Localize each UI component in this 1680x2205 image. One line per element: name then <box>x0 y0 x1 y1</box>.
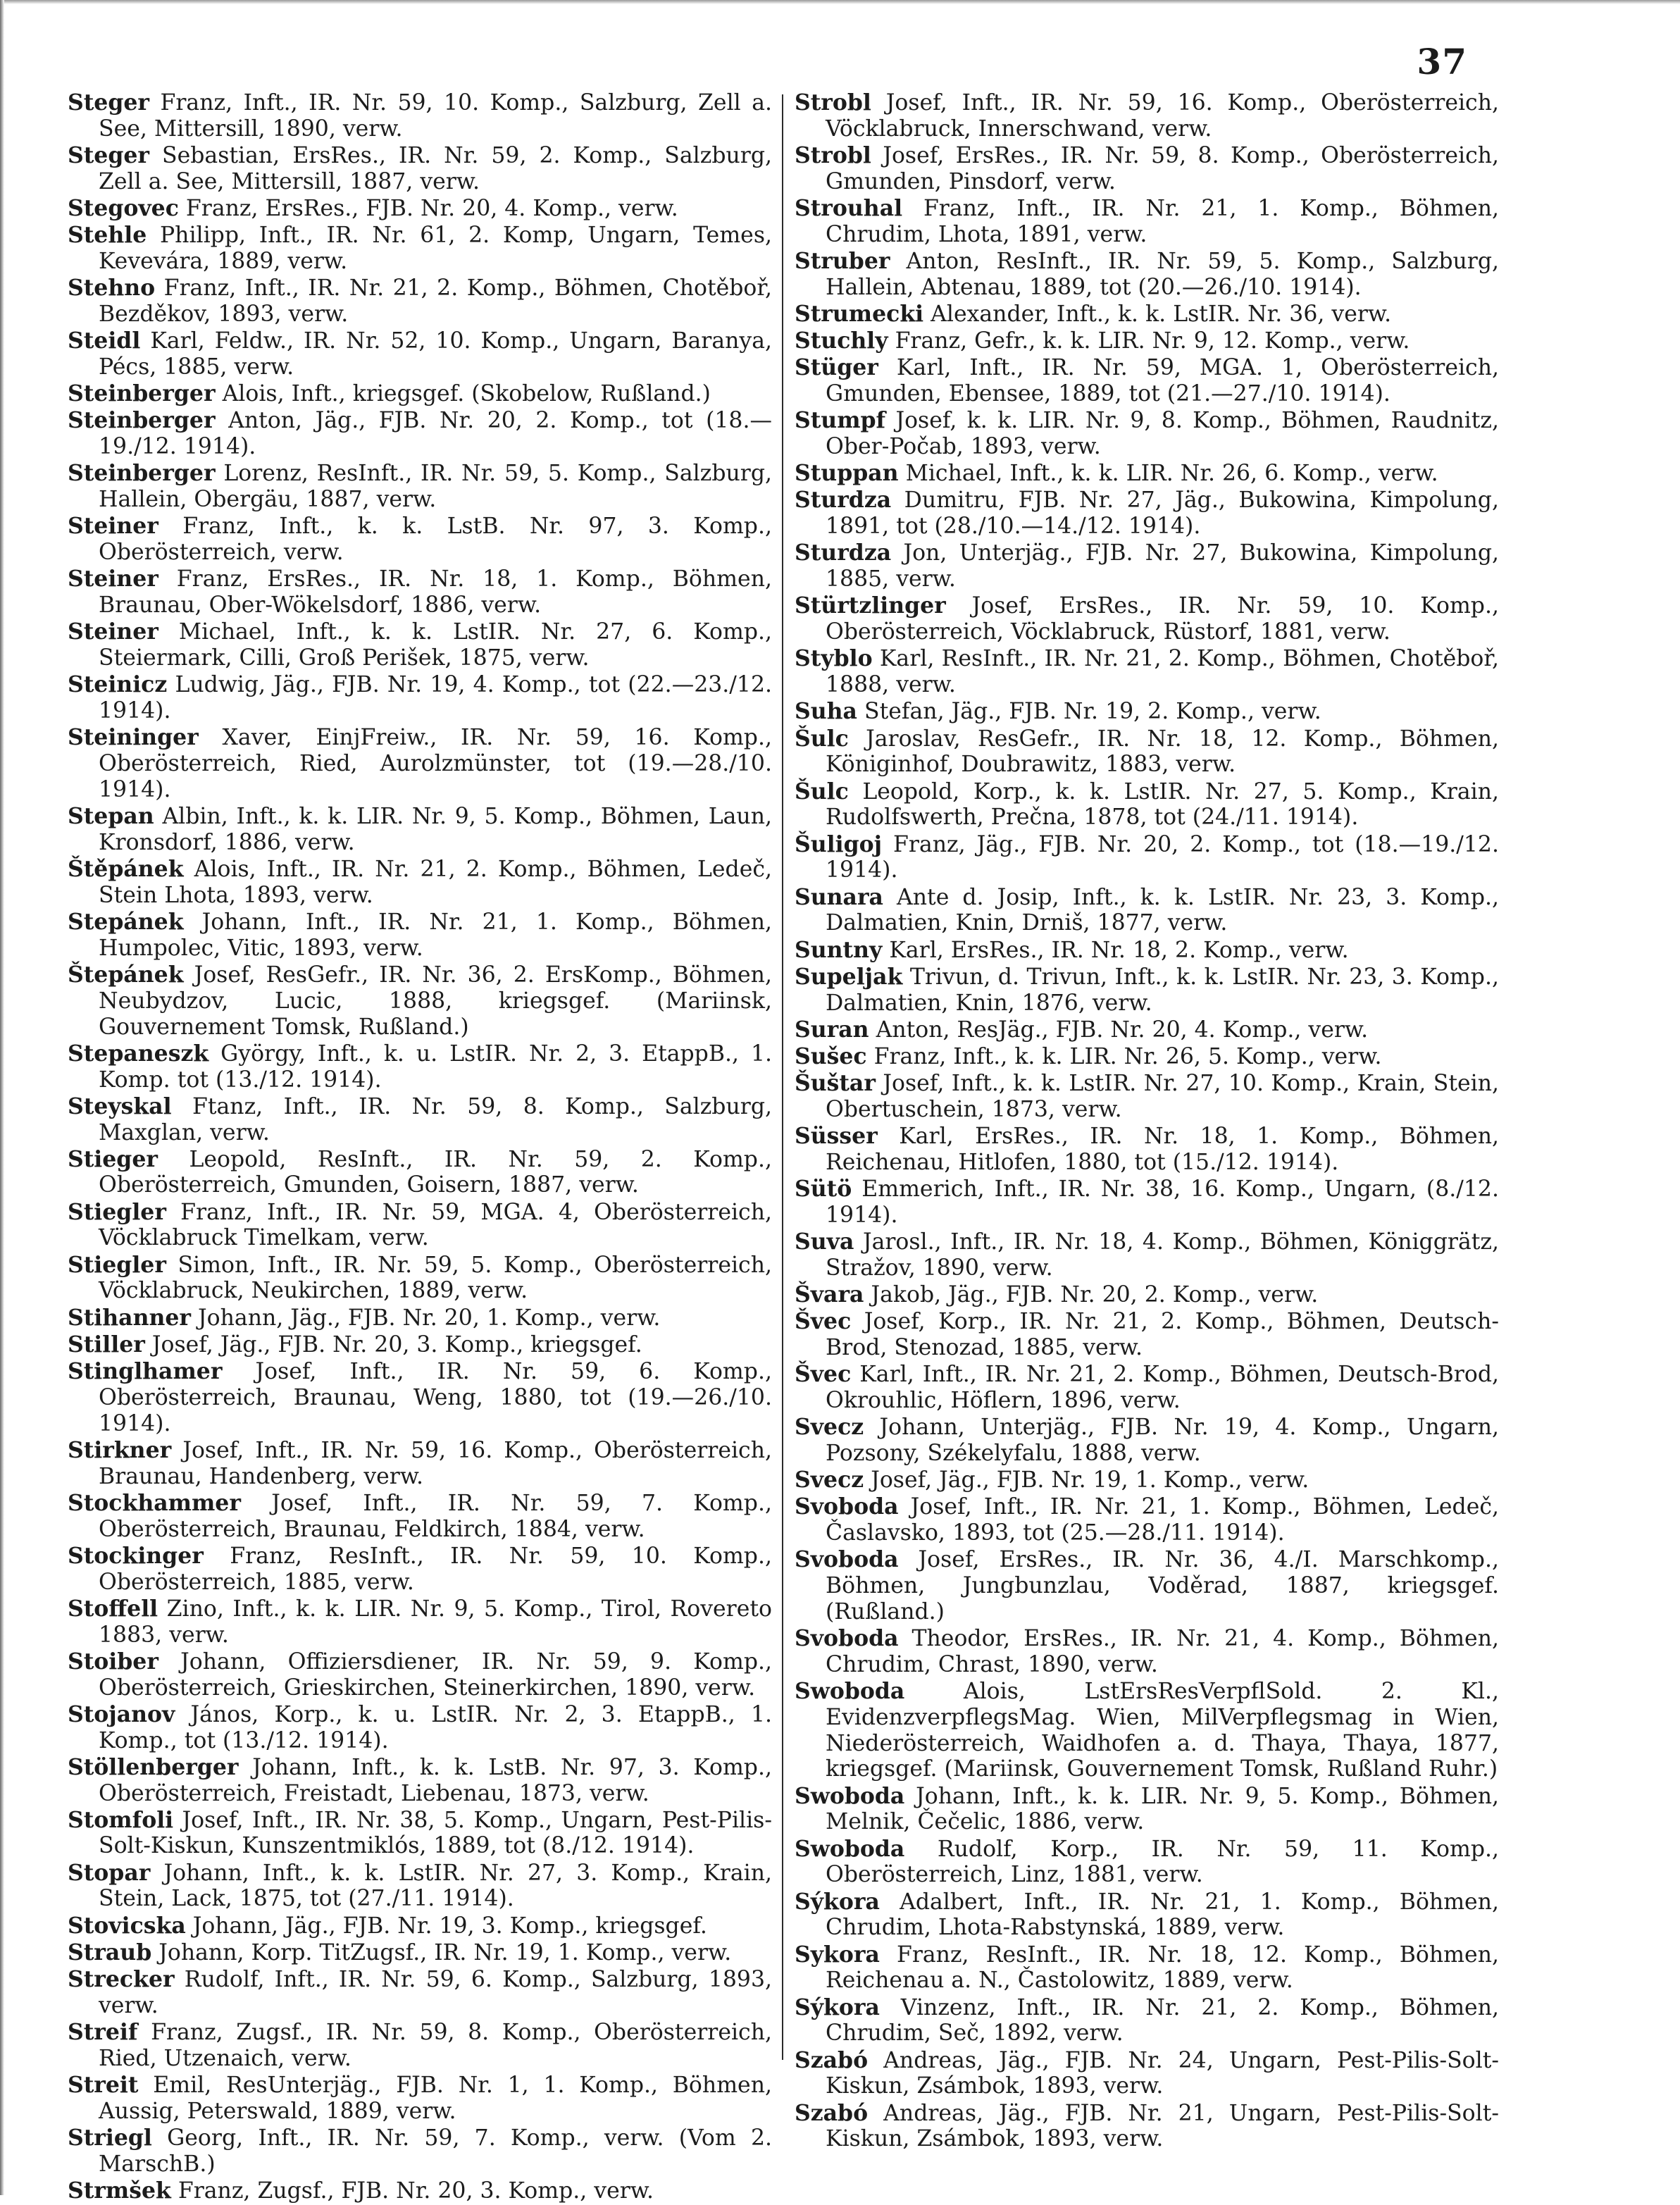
casualty-entry <box>68 1094 772 1146</box>
casualty-entry <box>68 2020 772 2072</box>
casualty-entry <box>68 1861 772 1913</box>
entry-details: Stefan, Jäg., FJB. Nr. 19, 2. Komp., verw. <box>864 699 1321 725</box>
entry-surname: Stehno <box>68 275 156 302</box>
entry-surname: Svecz <box>795 1414 864 1441</box>
entry-details: Jaroslav, ResGefr., IR. Nr. 18, 12. Komp., Böhmen, Königinhof, Doubrawitz, 1883, verw. <box>826 726 1499 778</box>
entry-surname: Stojanov <box>68 1701 175 1727</box>
entry-details: Johann, Korp. TitZugsf., IR. Nr. 19, 1. Komp., verw. <box>158 1939 732 1965</box>
casualty-entry <box>68 1041 772 1093</box>
entry-details: Johann, Inft., k. k. LstB. Nr. 97, 3. Komp., Oberösterreich, Freistadt, Liebenau, 1873, verw. <box>99 1754 772 1806</box>
casualty-entry <box>68 1808 772 1860</box>
entry-surname: Stumpf <box>795 407 886 434</box>
entry-details: Karl, ErsRes., IR. Nr. 18, 1. Komp., Böhmen, Reichenau, Hitlofen, 1880, tot (15./12. 1914). <box>826 1124 1499 1175</box>
entry-surname: Stegovec <box>68 194 179 221</box>
entry-surname: Šulc <box>795 725 849 752</box>
entry-details: Josef, Inft., k. k. LstIR. Nr. 27, 10. Komp., Krain, Stein, Obertuschein, 1873, verw. <box>826 1071 1500 1122</box>
entry-surname: Sykora <box>795 1941 880 1968</box>
entry-surname: Šuštar <box>795 1070 876 1097</box>
entry-details: Xaver, EinjFreiw., IR. Nr. 59, 16. Komp., Oberösterreich, Ried, Aurolzmünster, tot (19.—28./10. 1914). <box>99 725 772 802</box>
casualty-entry <box>795 964 1499 1017</box>
entry-surname: Sturdza <box>795 487 892 514</box>
entry-surname: Steger <box>68 89 150 116</box>
entry-details: Johann, Jäg., FJB. Nr. 20, 1. Komp., verw. <box>198 1305 661 1331</box>
entry-surname: Štěpánek <box>68 855 184 882</box>
entry-surname: Švec <box>795 1308 852 1335</box>
casualty-entry <box>795 1415 1499 1467</box>
casualty-entry <box>795 699 1499 725</box>
entry-details: Andreas, Jäg., FJB. Nr. 24, Ungarn, Pest-Pilis-Solt-Kiskun, Zsámbok, 1893, verw. <box>826 2047 1500 2099</box>
entry-details: Georg, Inft., IR. Nr. 59, 7. Komp., verw. (Vom 2. MarschB.) <box>99 2125 773 2177</box>
casualty-entry <box>795 1124 1499 1176</box>
entry-details: Karl, ResInft., IR. Nr. 21, 2. Komp., Böhmen, Chotěboř, 1888, verw. <box>826 646 1499 698</box>
entry-surname: Stirkner <box>68 1436 172 1463</box>
entry-details: Jon, Unterjäg., FJB. Nr. 27, Bukowina, Kimpolung, 1885, verw. <box>826 540 1500 592</box>
entry-details: Franz, Gefr., k. k. LIR. Nr. 9, 12. Komp., verw. <box>895 328 1410 354</box>
entry-surname: Steidl <box>68 328 141 354</box>
entry-surname: Stepánek <box>68 908 184 935</box>
entry-details: Franz, Inft., IR. Nr. 21, 2. Komp., Böhmen, Chotěboř, Bezděkov, 1893, verw. <box>99 275 772 327</box>
entry-surname: Sýkora <box>795 1994 880 2020</box>
casualty-entry <box>795 90 1499 142</box>
casualty-entry <box>68 909 772 962</box>
casualty-entry <box>795 1995 1499 2047</box>
entry-surname: Stihanner <box>68 1304 192 1331</box>
entry-details: Josef, Inft., IR. Nr. 59, 16. Komp., Oberösterreich, Vöcklabruck, Innerschwand, verw. <box>826 90 1499 142</box>
entry-surname: Stieger <box>68 1145 158 1172</box>
entry-surname: Steyskal <box>68 1093 172 1119</box>
entry-surname: Szabó <box>795 2099 869 2126</box>
entry-surname: Steininger <box>68 724 199 751</box>
entry-details: Anton, ResInft., IR. Nr. 59, 5. Komp., Salzburg, Hallein, Abtenau, 1889, tot (20.—26./10. 1914). <box>826 248 1500 300</box>
entry-surname: Szabó <box>795 2046 869 2073</box>
entry-surname: Steinberger <box>68 380 216 407</box>
entry-surname: Stomfoli <box>68 1806 174 1833</box>
entry-details: Josef, ErsRes., IR. Nr. 59, 8. Komp., Oberösterreich, Gmunden, Pinsdorf, verw. <box>826 142 1500 194</box>
entry-details: Michael, Inft., k. k. LIR. Nr. 26, 6. Komp., verw. <box>905 461 1438 487</box>
entry-surname: Svoboda <box>795 1546 899 1573</box>
entry-surname: Stepan <box>68 802 154 829</box>
entry-details: Zino, Inft., k. k. LIR. Nr. 9, 5. Komp., Tirol, Rovereto 1883, verw. <box>99 1596 772 1648</box>
entry-surname: Svoboda <box>795 1625 899 1652</box>
entry-details: Karl, Feldw., IR. Nr. 52, 10. Komp., Ungarn, Baranya, Pécs, 1885, verw. <box>99 328 772 380</box>
entry-details: Emmerich, Inft., IR. Nr. 38, 16. Komp., Ungarn, (8./12. 1914). <box>826 1176 1499 1228</box>
entry-details: Emil, ResUnterjäg., FJB. Nr. 1, 1. Komp., Böhmen, Aussig, Peterswald, 1889, verw. <box>99 2073 772 2124</box>
entry-details: Johann, Unterjäg., FJB. Nr. 19, 4. Komp., Ungarn, Pozsony, Székelyfalu, 1888, verw. <box>826 1415 1499 1466</box>
casualty-entry <box>68 857 772 909</box>
entry-surname: Swoboda <box>795 1835 905 1862</box>
casualty-entry <box>795 1467 1499 1493</box>
casualty-entry <box>795 1494 1499 1546</box>
entry-surname: Strmšek <box>68 2177 171 2204</box>
entry-details: Franz, Inft., k. k. LIR. Nr. 26, 5. Komp., verw. <box>873 1043 1382 1069</box>
entry-surname: Steger <box>68 142 150 168</box>
casualty-entry <box>68 1332 772 1358</box>
entry-details: Johann, Inft., k. k. LstIR. Nr. 27, 3. Komp., Krain, Stein, Lack, 1875, tot (27./11. 1914). <box>99 1860 772 1912</box>
entry-surname: Streif <box>68 2019 138 2046</box>
entry-surname: Stepaneszk <box>68 1040 209 1067</box>
entry-surname: Swoboda <box>795 1678 905 1705</box>
entry-surname: Supeljak <box>795 963 903 990</box>
casualty-entry <box>795 143 1499 195</box>
entry-surname: Strumecki <box>795 300 924 327</box>
entry-details: Alois, Inft., IR. Nr. 21, 2. Komp., Böhmen, Ledeč, Stein Lhota, 1893, verw. <box>99 856 773 908</box>
casualty-entry <box>68 1596 772 1648</box>
entry-details: Franz, Inft., k. k. LstB. Nr. 97, 3. Komp., Oberösterreich, verw. <box>99 514 773 566</box>
casualty-entry <box>68 1913 772 1939</box>
entry-surname: Svoboda <box>795 1493 899 1520</box>
entry-surname: Steiner <box>68 566 158 592</box>
entry-surname: Svecz <box>795 1467 864 1493</box>
casualty-entry <box>795 1837 1499 1889</box>
casualty-entry <box>795 1309 1499 1361</box>
entry-details: Josef, ErsRes., IR. Nr. 59, 10. Komp., Oberösterreich, Vöcklabruck, Rüstorf, 1881, verw. <box>826 593 1499 645</box>
casualty-entry <box>795 1044 1499 1070</box>
casualty-entry <box>795 302 1499 328</box>
entry-details: Leopold, ResInft., IR. Nr. 59, 2. Komp., Oberösterreich, Gmunden, Goisern, 1887, verw. <box>99 1146 772 1198</box>
entry-details: Josef, ResGefr., IR. Nr. 36, 2. ErsKomp., Böhmen, Neubydzov, Lucic, 1888, kriegsgef. (Mariinsk, Gouvernement Tomsk, Rußland.) <box>99 962 772 1040</box>
entry-details: Franz, Inft., IR. Nr. 21, 1. Komp., Böhmen, Chrudim, Lhota, 1891, verw. <box>826 195 1499 247</box>
entry-surname: Striegl <box>68 2124 152 2151</box>
entry-details: Adalbert, Inft., IR. Nr. 21, 1. Komp., Böhmen, Chrudim, Lhota-Rabstynská, 1889, verw. <box>826 1889 1500 1941</box>
entry-details: Johann, Inft., k. k. LIR. Nr. 9, 5. Komp., Böhmen, Melnik, Čečelic, 1886, verw. <box>826 1783 1500 1835</box>
entry-details: Josef, Inft., IR. Nr. 38, 5. Komp., Ungarn, Pest-Pilis-Solt-Kiskun, Kunszentmiklós, 1889, tot (8./12. 1914). <box>99 1807 772 1859</box>
entry-surname: Suntny <box>795 936 883 963</box>
casualty-entry <box>795 249 1499 301</box>
entry-surname: Švec <box>795 1361 852 1388</box>
entry-surname: Stoiber <box>68 1648 158 1675</box>
entry-details: Josef, Inft., IR. Nr. 59, 16. Komp., Oberösterreich, Braunau, Handenberg, verw. <box>99 1437 772 1489</box>
casualty-entry <box>68 672 772 724</box>
entry-surname: Steinberger <box>68 407 216 434</box>
entry-details: Franz, ErsRes., FJB. Nr. 20, 4. Komp., verw. <box>185 195 678 221</box>
casualty-entry <box>68 1305 772 1331</box>
entry-surname: Suva <box>795 1229 854 1255</box>
entry-details: Simon, Inft., IR. Nr. 59, 5. Komp., Oberösterreich, Vöcklabruck, Neukirchen, 1889, verw. <box>99 1252 772 1304</box>
casualty-entry <box>795 1362 1499 1414</box>
casualty-entry <box>68 1649 772 1701</box>
casualty-entry <box>68 619 772 671</box>
entry-details: Michael, Inft., k. k. LstIR. Nr. 27, 6. Komp., Steiermark, Cilli, Groß Perišek, 1875, verw. <box>99 619 773 671</box>
entry-details: Josef, Jäg., FJB. Nr. 20, 3. Komp., kriegsgef. <box>151 1331 642 1358</box>
casualty-entry <box>68 1359 772 1436</box>
casualty-entry <box>795 1679 1499 1782</box>
casualty-entry <box>68 1253 772 1305</box>
casualty-entry <box>68 408 772 460</box>
entry-details: Franz, ResInft., IR. Nr. 18, 12. Komp., Böhmen, Reichenau a. N., Častolowitz, 1889, verw. <box>826 1942 1499 1994</box>
entry-details: Rudolf, Inft., IR. Nr. 59, 6. Komp., Salzburg, 1893, verw. <box>99 1967 772 2018</box>
casualty-entry <box>795 328 1499 354</box>
entry-surname: Styblo <box>795 645 873 672</box>
casualty-entry <box>68 514 772 566</box>
entry-details: Jakob, Jäg., FJB. Nr. 20, 2. Komp., verw. <box>871 1282 1319 1308</box>
entry-surname: Stuppan <box>795 460 899 487</box>
entry-surname: Stürtzlinger <box>795 592 946 619</box>
entry-surname: Stockinger <box>68 1542 204 1569</box>
entry-surname: Straub <box>68 1939 152 1965</box>
entry-details: Theodor, ErsRes., IR. Nr. 21, 4. Komp., Böhmen, Chrudim, Chrast, 1890, verw. <box>826 1626 1499 1677</box>
entry-surname: Strecker <box>68 1966 175 1993</box>
entry-details: Franz, Jäg., FJB. Nr. 20, 2. Komp., tot (18.—19./12. 1914). <box>826 831 1499 883</box>
entry-surname: Stoffell <box>68 1595 158 1622</box>
casualty-entry <box>68 223 772 275</box>
entry-details: Franz, Inft., IR. Nr. 59, MGA. 4, Oberösterreich, Vöcklabruck Timelkam, verw. <box>99 1199 772 1251</box>
casualty-entry <box>68 461 772 513</box>
entry-details: Lorenz, ResInft., IR. Nr. 59, 5. Komp., Salzburg, Hallein, Obergäu, 1887, verw. <box>99 461 772 513</box>
entry-surname: Strobl <box>795 142 871 168</box>
casualty-entry <box>68 1940 772 1966</box>
casualty-entry <box>795 1784 1499 1836</box>
entry-surname: Steiner <box>68 513 158 540</box>
casualty-entry <box>68 2178 772 2204</box>
entry-details: Josef, Inft., IR. Nr. 59, 7. Komp., Oberösterreich, Braunau, Feldkirch, 1884, verw. <box>99 1490 772 1542</box>
entry-details: Johann, Offiziersdiener, IR. Nr. 59, 9. Komp., Oberösterreich, Grieskirchen, Steinerkirchen, 1890, verw. <box>99 1648 773 1701</box>
casualty-entry <box>795 1176 1499 1229</box>
casualty-entry <box>68 2073 772 2125</box>
entry-surname: Stiller <box>68 1331 145 1358</box>
casualty-entry <box>68 1755 772 1807</box>
entry-surname: Stiegler <box>68 1198 166 1225</box>
casualty-entry <box>795 487 1499 540</box>
entry-details: Alois, LstErsResVerpflSold. 2. Kl., EvidenzverpflegsMag. Wien, MilVerpflegsmag in Wien, Niederösterreich, Waidhofen a. d. Thaya, Thaya, 1877, kriegsgef. (Mariinsk, Gouvernement Tomsk, Rußland Ruhr.) <box>826 1679 1500 1782</box>
casualty-entry <box>68 1967 772 2019</box>
page-top-edge-shadow <box>0 0 1680 4</box>
casualty-entry <box>795 540 1499 592</box>
entry-details: János, Korp., k. u. LstIR. Nr. 2, 3. EtappB., 1. Komp., tot (13./12. 1914). <box>99 1701 772 1753</box>
casualty-entry <box>795 1017 1499 1043</box>
casualty-entry <box>795 1942 1499 1994</box>
entry-details: Franz, ResInft., IR. Nr. 59, 10. Komp., Oberösterreich, 1885, verw. <box>99 1543 773 1595</box>
casualty-entry <box>68 962 772 1040</box>
entry-details: Vinzenz, Inft., IR. Nr. 21, 2. Komp., Böhmen, Chrudim, Seč, 1892, verw. <box>826 1994 1500 2046</box>
casualty-entry <box>68 196 772 222</box>
entry-surname: Suran <box>795 1016 869 1043</box>
casualty-entry <box>795 196 1499 248</box>
entry-surname: Šuligoj <box>795 831 883 857</box>
column-divider <box>782 94 783 2060</box>
casualty-entry <box>795 461 1499 487</box>
entry-details: Dumitru, FJB. Nr. 27, Jäg., Bukowina, Kimpolung, 1891, tot (28./10.—14./12. 1914). <box>826 487 1499 540</box>
entry-surname: Stüger <box>795 354 878 381</box>
entry-details: Josef, Inft., IR. Nr. 21, 1. Komp., Böhmen, Ledeč, Časlavsko, 1893, tot (25.—28./11. 1914). <box>826 1494 1499 1546</box>
casualty-entry <box>68 1438 772 1490</box>
entry-surname: Suha <box>795 698 857 725</box>
entry-details: Johann, Jäg., FJB. Nr. 19, 3. Komp., kriegsgef. <box>192 1913 707 1939</box>
left-column <box>68 90 772 2205</box>
entry-details: Andreas, Jäg., FJB. Nr. 21, Ungarn, Pest-Pilis-Solt-Kiskun, Zsámbok, 1893, verw. <box>826 2100 1500 2152</box>
casualty-entry <box>795 779 1499 831</box>
entry-surname: Švara <box>795 1281 864 1308</box>
entry-details: Rudolf, Korp., IR. Nr. 59, 11. Komp., Oberösterreich, Linz, 1881, verw. <box>826 1836 1500 1888</box>
entry-details: Anton, ResJäg., FJB. Nr. 20, 4. Komp., verw. <box>876 1017 1369 1043</box>
entry-details: Alexander, Inft., k. k. LstIR. Nr. 36, verw. <box>931 301 1392 327</box>
entry-details: Leopold, Korp., k. k. LstIR. Nr. 27, 5. Komp., Krain, Rudolfswerth, Prečna, 1878, tot (24./11. 1914). <box>826 778 1499 831</box>
entry-details: Albin, Inft., k. k. LIR. Nr. 9, 5. Komp., Böhmen, Laun, Kronsdorf, 1886, verw. <box>99 803 773 855</box>
entry-surname: Stehle <box>68 222 147 249</box>
entry-surname: Sýkora <box>795 1888 880 1915</box>
entry-surname: Streit <box>68 2072 139 2098</box>
entry-details: Josef, Jäg., FJB. Nr. 19, 1. Komp., verw. <box>871 1467 1309 1493</box>
entry-details: Alois, Inft., kriegsgef. (Skobelow, Rußland.) <box>222 381 711 407</box>
entry-details: Josef, ErsRes., IR. Nr. 36, 4./I. Marschkomp., Böhmen, Jungbunzlau, Voděrad, 1887, kriegsgef. (Rußland.) <box>826 1547 1499 1625</box>
casualty-entry <box>68 1544 772 1596</box>
casualty-entry <box>68 90 772 142</box>
casualty-entry <box>795 1071 1499 1123</box>
entry-details: Karl, Inft., IR. Nr. 59, MGA. 1, Oberösterreich, Gmunden, Ebensee, 1889, tot (21.—27./10. 1914). <box>826 355 1499 407</box>
casualty-entry <box>795 593 1499 645</box>
casualty-entry <box>68 275 772 328</box>
entry-details: Franz, Zugsf., IR. Nr. 59, 8. Komp., Oberösterreich, Ried, Utzenaich, verw. <box>99 2020 772 2071</box>
entry-surname: Stockhammer <box>68 1489 241 1516</box>
casualty-entry <box>68 566 772 619</box>
entry-details: Philipp, Inft., IR. Nr. 61, 2. Komp, Ungarn, Temes, Kevevára, 1889, verw. <box>99 223 773 274</box>
entry-surname: Swoboda <box>795 1782 905 1809</box>
entry-surname: Stöllenberger <box>68 1753 239 1780</box>
entry-details: Josef, Inft., IR. Nr. 59, 6. Komp., Oberösterreich, Braunau, Weng, 1880, tot (19.—26./10. 1914). <box>99 1359 772 1436</box>
entry-surname: Steinicz <box>68 671 168 698</box>
casualty-entry <box>795 1547 1499 1625</box>
casualty-entry <box>68 381 772 407</box>
entry-details: Josef, k. k. LIR. Nr. 9, 8. Komp., Böhmen, Raudnitz, Ober-Počab, 1893, verw. <box>826 408 1499 460</box>
casualty-entry <box>795 646 1499 698</box>
casualty-entry <box>68 2125 772 2178</box>
entry-details: Franz, Zugsf., FJB. Nr. 20, 3. Komp., verw. <box>178 2178 654 2204</box>
entry-surname: Sturdza <box>795 540 892 566</box>
entry-surname: Sunara <box>795 883 883 910</box>
casualty-entry <box>68 328 772 380</box>
entry-details: Sebastian, ErsRes., IR. Nr. 59, 2. Komp., Salzburg, Zell a. See, Mittersill, 1887, verw. <box>99 142 772 194</box>
entry-details: Ftanz, Inft., IR. Nr. 59, 8. Komp., Salzburg, Maxglan, verw. <box>99 1093 772 1145</box>
casualty-entry <box>795 726 1499 778</box>
entry-surname: Stopar <box>68 1859 151 1886</box>
casualty-entry <box>795 938 1499 964</box>
casualty-entry <box>795 2101 1499 2153</box>
casualty-entry <box>68 725 772 802</box>
casualty-entry <box>68 1702 772 1754</box>
casualty-entry <box>795 1282 1499 1308</box>
casualty-entry <box>795 1626 1499 1678</box>
entry-details: Anton, Jäg., FJB. Nr. 20, 2. Komp., tot (18.—19./12. 1914). <box>99 408 772 460</box>
casualty-entry <box>795 885 1499 937</box>
entry-details: Ante d. Josip, Inft., k. k. LstIR. Nr. 23, 3. Komp., Dalmatien, Knin, Drniš, 1877, verw. <box>826 884 1500 936</box>
right-column <box>795 90 1499 2154</box>
entry-details: Franz, Inft., IR. Nr. 59, 10. Komp., Salzburg, Zell a. See, Mittersill, 1890, verw. <box>99 90 773 142</box>
entry-surname: Struber <box>795 247 890 274</box>
casualty-entry <box>68 1491 772 1543</box>
entry-details: Franz, ErsRes., IR. Nr. 18, 1. Komp., Böhmen, Braunau, Ober-Wökelsdorf, 1886, verw. <box>99 566 772 619</box>
casualty-entry <box>795 1889 1499 1942</box>
entry-surname: Šulc <box>795 778 849 805</box>
casualty-entry <box>68 804 772 856</box>
casualty-entry <box>68 1200 772 1252</box>
casualty-entry <box>68 143 772 195</box>
entry-surname: Stuchly <box>795 328 888 354</box>
entry-details: Ludwig, Jäg., FJB. Nr. 19, 4. Komp., tot (22.—23./12. 1914). <box>99 672 772 724</box>
entry-surname: Sušec <box>795 1043 867 1069</box>
casualty-entry <box>795 1229 1499 1281</box>
entry-surname: Steinberger <box>68 460 216 487</box>
entry-surname: Sütö <box>795 1176 852 1203</box>
entry-surname: Süsser <box>795 1123 878 1150</box>
entry-details: Trivun, d. Trivun, Inft., k. k. LstIR. Nr. 23, 3. Komp., Dalmatien, Knin, 1876, verw. <box>826 964 1499 1016</box>
casualty-entry <box>795 355 1499 407</box>
entry-details: Karl, ErsRes., IR. Nr. 18, 2. Komp., verw. <box>889 937 1349 963</box>
entry-surname: Steiner <box>68 619 158 645</box>
entry-surname: Štepánek <box>68 961 184 988</box>
entry-details: Jarosl., Inft., IR. Nr. 18, 4. Komp., Böhmen, Königgrätz, Stražov, 1890, verw. <box>826 1229 1499 1281</box>
entry-surname: Stiegler <box>68 1251 166 1278</box>
entry-surname: Strobl <box>795 89 871 116</box>
entry-details: Karl, Inft., IR. Nr. 21, 2. Komp., Böhmen, Deutsch-Brod, Okrouhlic, Höflern, 1896, verw. <box>826 1362 1499 1413</box>
page-number: 37 <box>1417 41 1467 82</box>
entry-details: György, Inft., k. u. LstIR. Nr. 2, 3. EtappB., 1. Komp. tot (13./12. 1914). <box>99 1041 772 1093</box>
casualty-entry <box>795 2048 1499 2100</box>
entry-surname: Strouhal <box>795 194 903 221</box>
page-left-edge-shadow <box>0 0 4 2195</box>
casualty-entry <box>68 1147 772 1199</box>
entry-surname: Stovicska <box>68 1912 186 1939</box>
entry-details: Josef, Korp., IR. Nr. 21, 2. Komp., Böhmen, Deutsch-Brod, Stenozad, 1885, verw. <box>826 1309 1500 1360</box>
entry-details: Johann, Inft., IR. Nr. 21, 1. Komp., Böhmen, Humpolec, Vitic, 1893, verw. <box>99 909 772 961</box>
casualty-entry <box>795 832 1499 884</box>
entry-surname: Stinglhamer <box>68 1358 223 1385</box>
casualty-entry <box>795 408 1499 460</box>
